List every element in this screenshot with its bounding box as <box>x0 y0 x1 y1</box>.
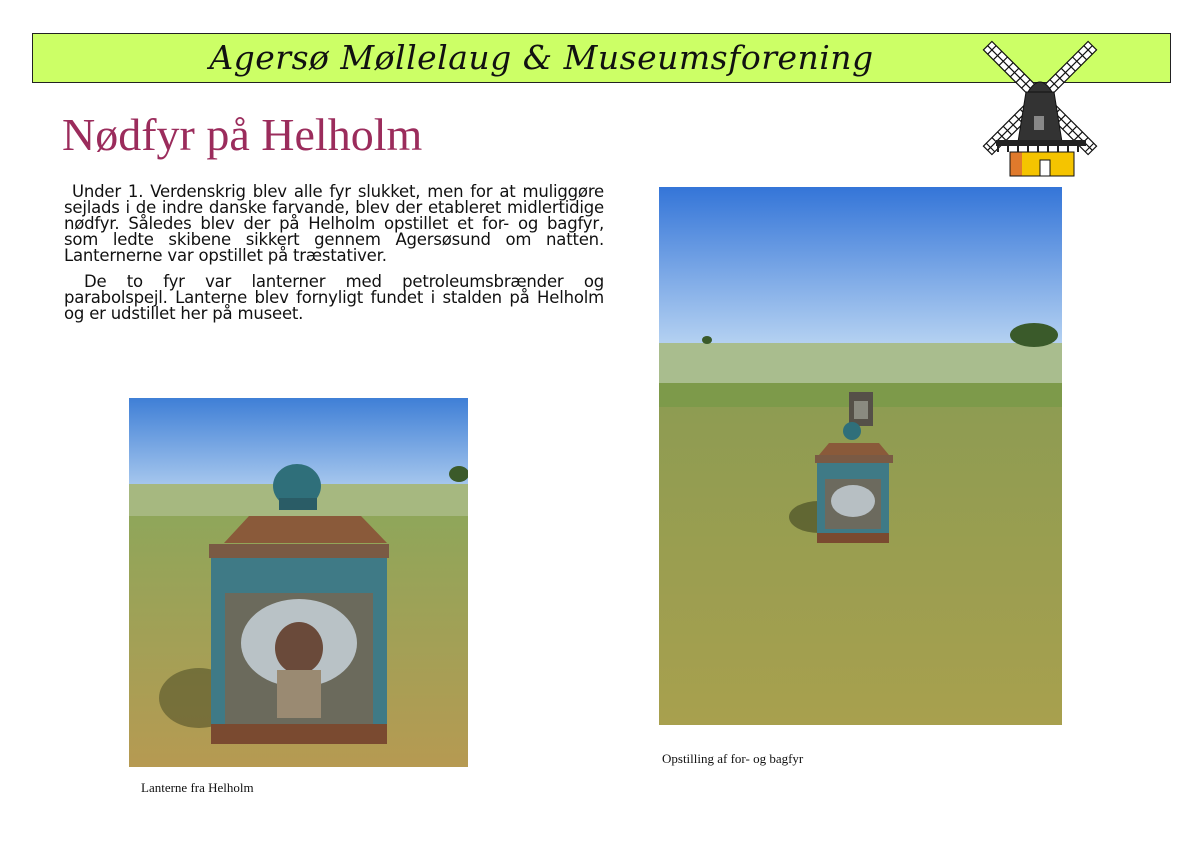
banner-title: Agersø Møllelaug & Museumsforening <box>209 38 874 77</box>
caption-lantern: Lanterne fra Helholm <box>141 780 254 795</box>
paragraph: Under 1. Verdenskrig blev alle fyr slukket, men for at muliggøre sejlads i de indre danske farvande, blev der etableret midlertidige nødfyr. Således blev der på Helholm opstillet et for- og bagfyr, som ledte skibene sikkert gennem Agersøsund om natten. Lanternerne var opstillet på træstativer. <box>64 182 604 265</box>
lantern-photo <box>129 398 468 767</box>
field-lanterns-photo <box>659 187 1062 725</box>
article-body <box>64 184 604 332</box>
page-title: Nødfyr på Helholm <box>62 109 423 160</box>
windmill-icon <box>978 20 1098 180</box>
paragraph: De to fyr var lanterner med petroleumsbrænder og parabolspejl. Lanterne blev fornyligt fundet i stalden på Helholm og er udstillet her på museet. <box>64 272 604 323</box>
caption-setup: Opstilling af for- og bagfyr <box>662 751 804 766</box>
